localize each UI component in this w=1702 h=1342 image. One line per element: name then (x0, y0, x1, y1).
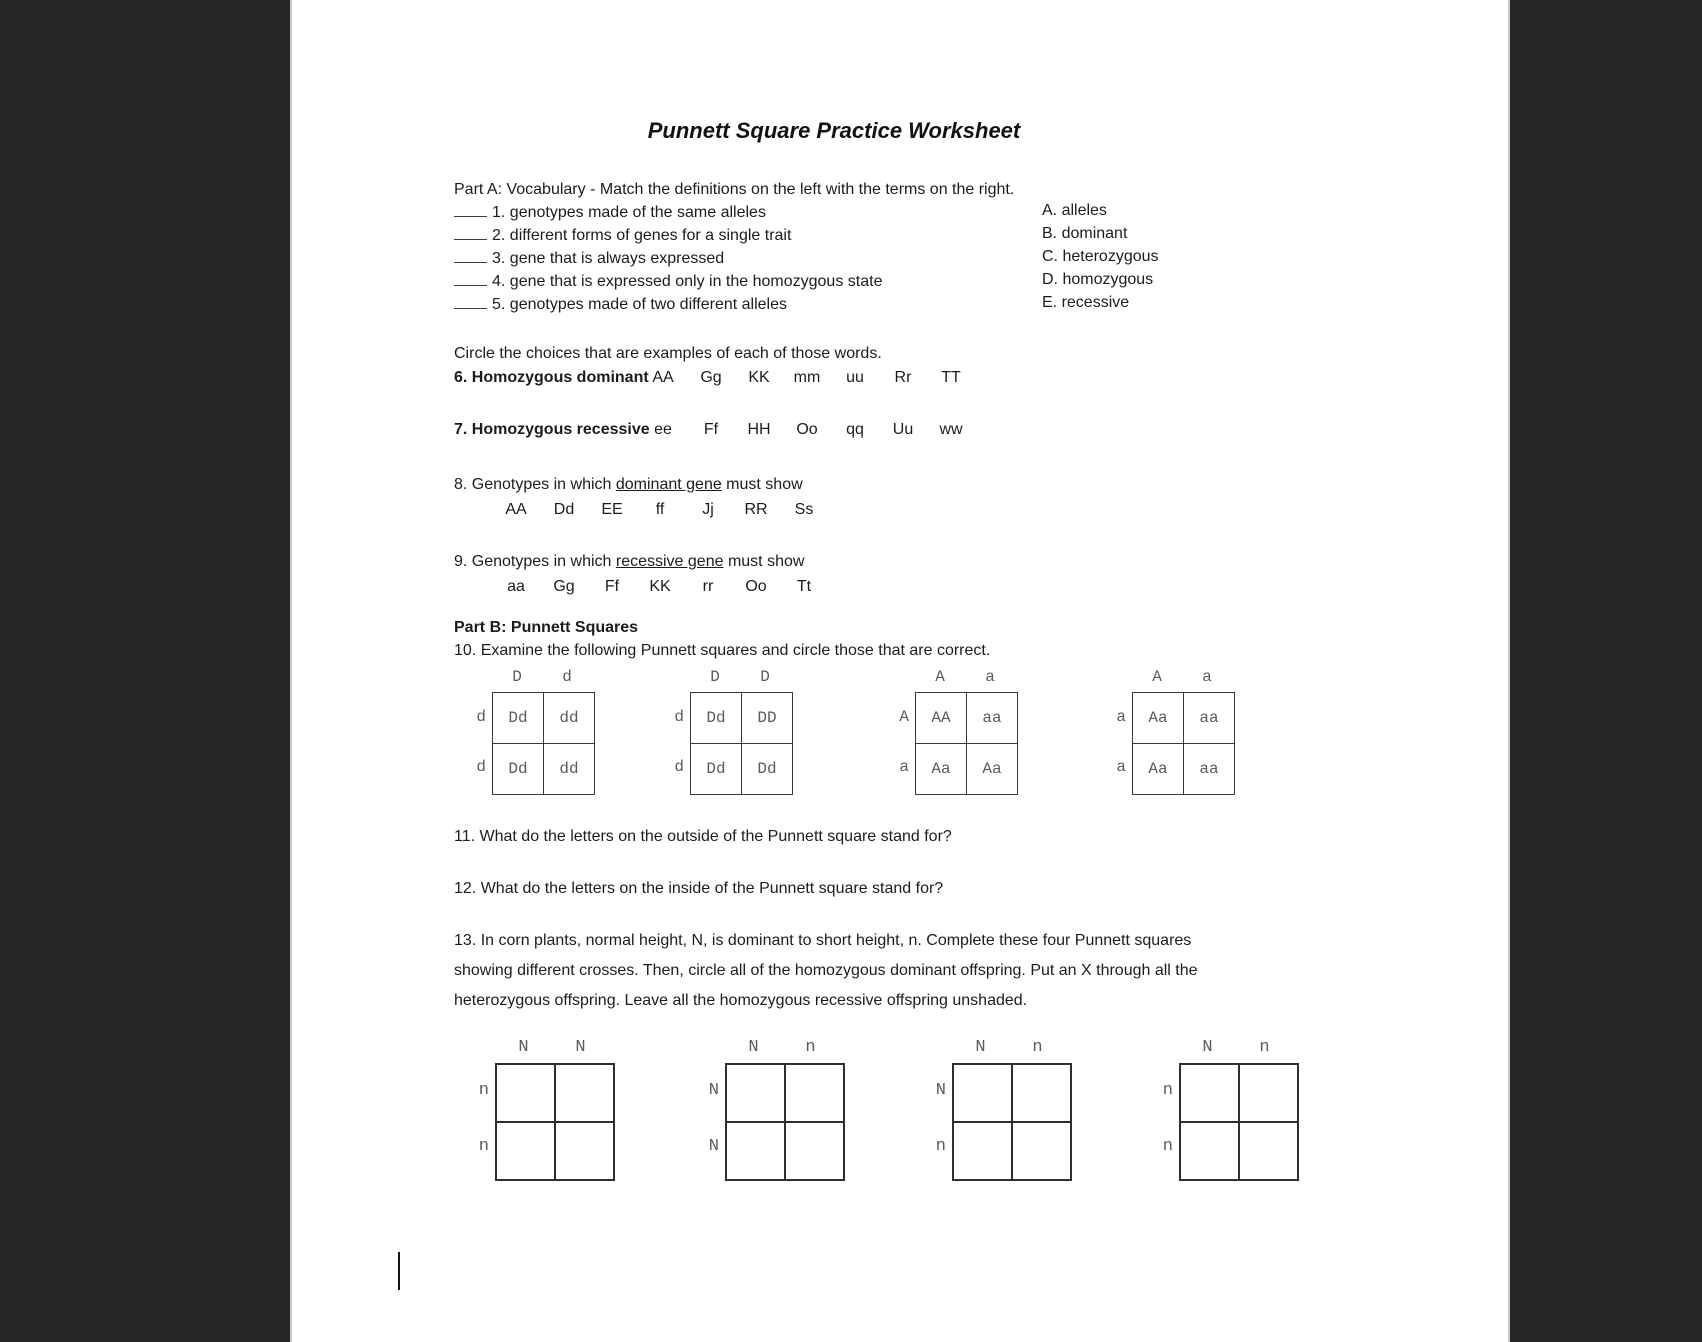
punnett-left-label: n (478, 1137, 489, 1156)
punnett-top-label: n (1032, 1038, 1043, 1057)
punnett-cell: DD (742, 693, 793, 744)
punnett-left-label: N (935, 1081, 946, 1100)
part-b-heading: Part B: Punnett Squares (454, 619, 639, 636)
punnett-grid (1179, 1063, 1299, 1181)
punnett-cell: aa (1184, 744, 1235, 795)
q8-choice: ff (655, 501, 665, 518)
punnett-top-label: N (575, 1038, 586, 1057)
punnett-left-label: d (674, 758, 684, 776)
punnett-top-label: N (975, 1038, 986, 1057)
punnett-top-label: N (518, 1038, 529, 1057)
q9-underlined-words: recessive gene (615, 553, 724, 570)
punnett-top-label: a (1202, 668, 1212, 686)
punnett-top-label: N (1202, 1038, 1213, 1057)
punnett-cell: AA (916, 693, 967, 744)
document-page[interactable] (290, 0, 1510, 1342)
q7-label: 7. Homozygous recessive (454, 421, 650, 438)
answer-blank (454, 271, 487, 286)
q8-choice: AA (505, 501, 527, 518)
q7-choice: qq (846, 421, 864, 438)
match-item-text: 4. gene that is expressed only in the homozygous state (492, 273, 883, 290)
punnett-grid (725, 1063, 845, 1181)
match-row (454, 202, 1107, 222)
punnett-cell-empty[interactable] (953, 1122, 1012, 1180)
answer-blank (454, 202, 487, 217)
punnett-top-labels (915, 668, 1018, 688)
punnett-square-q10-1 (470, 668, 595, 795)
punnett-top-label: D (512, 668, 522, 686)
punnett-grid (915, 692, 1018, 795)
q9-choice: KK (649, 578, 671, 595)
q8-choice: Jj (702, 501, 714, 518)
punnett-left-label: n (1162, 1137, 1173, 1156)
match-row (454, 294, 1130, 314)
q8-label (454, 476, 803, 494)
answer-blank (454, 294, 487, 309)
q7-choice: ee (654, 421, 672, 438)
match-item-text: 3. gene that is always expressed (492, 250, 725, 267)
q8-choice: Ss (794, 501, 814, 518)
punnett-cell-empty[interactable] (1012, 1064, 1071, 1122)
q7-choice: Oo (796, 421, 818, 438)
q9-prefix: 9. Genotypes in which (454, 553, 616, 570)
q8-choice: EE (601, 501, 623, 518)
punnett-top-label: D (710, 668, 720, 686)
text-cursor (398, 1252, 400, 1290)
punnett-cell: Aa (967, 744, 1018, 795)
punnett-cell: dd (544, 693, 595, 744)
punnett-cell: Dd (742, 744, 793, 795)
punnett-top-labels (1132, 668, 1235, 688)
punnett-cell-empty[interactable] (1012, 1122, 1071, 1180)
punnett-left-label: N (708, 1137, 719, 1156)
punnett-cell-empty[interactable] (726, 1122, 785, 1180)
q7-choices (639, 421, 975, 439)
q9-choices (492, 578, 828, 596)
question-11: 11. What do the letters on the outside of the Punnett square stand for? (454, 828, 952, 845)
punnett-top-label: D (760, 668, 770, 686)
punnett-cell-empty[interactable] (1180, 1122, 1239, 1180)
circle-instruction: Circle the choices that are examples of each of those words. (454, 345, 882, 362)
q9-choice: Gg (553, 578, 575, 595)
punnett-cell: Dd (691, 744, 742, 795)
q8-choice: RR (744, 501, 768, 518)
q9-choice: Tt (796, 578, 812, 595)
worksheet-title: Punnett Square Practice Worksheet (647, 118, 1021, 143)
q8-underlined-words: dominant gene (615, 476, 722, 493)
q8-choices (492, 501, 828, 519)
punnett-cell: Aa (1133, 693, 1184, 744)
punnett-top-label: A (1152, 668, 1162, 686)
punnett-cell-empty[interactable] (555, 1122, 614, 1180)
q6-choice: AA (652, 369, 674, 386)
punnett-left-labels (470, 692, 486, 792)
punnett-cell: Dd (493, 693, 544, 744)
q10-instruction: 10. Examine the following Punnett squares and circle those that are correct. (454, 642, 991, 659)
punnett-grid (492, 692, 595, 795)
match-item-text: 2. different forms of genes for a single trait (492, 227, 792, 244)
punnett-grid (690, 692, 793, 795)
punnett-top-label: N (748, 1038, 759, 1057)
punnett-cell-empty[interactable] (1180, 1064, 1239, 1122)
punnett-top-labels (690, 668, 793, 688)
punnett-top-label: n (805, 1038, 816, 1057)
punnett-square-q13-1[interactable] (471, 1038, 615, 1181)
punnett-left-label: d (476, 708, 486, 726)
q7-choice: Ff (703, 421, 719, 438)
punnett-cell-empty[interactable] (953, 1064, 1012, 1122)
punnett-left-label: A (899, 708, 909, 726)
punnett-square-q13-3[interactable] (928, 1038, 1072, 1181)
match-row (454, 271, 1154, 291)
punnett-left-labels (893, 692, 909, 792)
answer-blank (454, 248, 487, 263)
punnett-cell-empty[interactable] (785, 1122, 844, 1180)
punnett-square-q13-4[interactable] (1155, 1038, 1299, 1181)
match-term: D. homozygous (1042, 271, 1154, 288)
q8-prefix: 8. Genotypes in which (454, 476, 616, 493)
punnett-cell-empty[interactable] (555, 1064, 614, 1122)
punnett-square-q10-4 (1110, 668, 1235, 795)
match-item-text: 5. genotypes made of two different alleles (492, 296, 787, 313)
punnett-grid (1132, 692, 1235, 795)
part-a-heading: Part A: Vocabulary - Match the definitions on the left with the terms on the right. (454, 181, 1015, 198)
match-item-text: 1. genotypes made of the same alleles (492, 204, 766, 221)
q7-choice: Uu (892, 421, 914, 438)
punnett-cell: Dd (493, 744, 544, 795)
q9-choice: rr (702, 578, 714, 595)
punnett-left-label: N (708, 1081, 719, 1100)
punnett-cell: Dd (691, 693, 742, 744)
punnett-left-labels (928, 1063, 946, 1175)
punnett-left-label: n (478, 1081, 489, 1100)
q6-choice: Rr (894, 369, 912, 386)
q9-choice: aa (507, 578, 525, 595)
punnett-top-labels (492, 668, 595, 688)
punnett-left-labels (701, 1063, 719, 1175)
punnett-square-q10-2 (668, 668, 793, 795)
punnett-grid (495, 1063, 615, 1181)
punnett-grid (952, 1063, 1072, 1181)
q7-choice: ww (939, 421, 963, 438)
match-term: E. recessive (1042, 294, 1130, 311)
punnett-cell-empty[interactable] (1239, 1064, 1298, 1122)
match-row (454, 248, 1159, 268)
punnett-left-label: n (1162, 1081, 1173, 1100)
punnett-top-label: d (562, 668, 572, 686)
q6-choices (639, 369, 975, 387)
punnett-cell-empty[interactable] (785, 1064, 844, 1122)
punnett-square-q13-2[interactable] (701, 1038, 845, 1181)
punnett-left-label: d (674, 708, 684, 726)
match-term: C. heterozygous (1042, 248, 1159, 265)
punnett-top-label: n (1259, 1038, 1270, 1057)
punnett-top-label: a (985, 668, 995, 686)
punnett-left-label: a (1116, 758, 1126, 776)
question-13-line2: showing different crosses. Then, circle all of the homozygous dominant offspring. Put an X through all the (454, 962, 1198, 979)
question-13-line1: 13. In corn plants, normal height, N, is dominant to short height, n. Complete these four Punnett squares (454, 932, 1192, 949)
answer-blank (454, 225, 487, 240)
punnett-top-labels (725, 1038, 845, 1059)
match-term: B. dominant (1042, 225, 1128, 242)
question-12: 12. What do the letters on the inside of the Punnett square stand for? (454, 880, 944, 897)
question-13-line3: heterozygous offspring. Leave all the homozygous recessive offspring unshaded. (454, 992, 1028, 1009)
punnett-left-label: a (899, 758, 909, 776)
punnett-cell-empty[interactable] (1239, 1122, 1298, 1180)
punnett-cell: dd (544, 744, 595, 795)
punnett-cell: Aa (916, 744, 967, 795)
match-term: A. alleles (1042, 202, 1107, 219)
q9-label (454, 553, 804, 571)
match-row (454, 225, 1128, 245)
q9-choice: Oo (745, 578, 767, 595)
punnett-cell-empty[interactable] (496, 1122, 555, 1180)
punnett-left-labels (1155, 1063, 1173, 1175)
q7-choice: HH (747, 421, 771, 438)
q6-label: 6. Homozygous dominant (454, 369, 649, 386)
punnett-left-label: a (1116, 708, 1126, 726)
punnett-top-labels (495, 1038, 615, 1059)
q8-choice: Dd (553, 501, 575, 518)
punnett-left-labels (668, 692, 684, 792)
q6-choice: Gg (700, 369, 722, 386)
punnett-left-label: d (476, 758, 486, 776)
punnett-cell-empty[interactable] (496, 1064, 555, 1122)
punnett-cell: aa (967, 693, 1018, 744)
q6-choice: KK (748, 369, 770, 386)
punnett-cell: Aa (1133, 744, 1184, 795)
punnett-top-labels (1179, 1038, 1299, 1059)
punnett-square-q10-3 (893, 668, 1018, 795)
punnett-top-labels (952, 1038, 1072, 1059)
punnett-left-labels (1110, 692, 1126, 792)
punnett-cell-empty[interactable] (726, 1064, 785, 1122)
punnett-cell: aa (1184, 693, 1235, 744)
q8-suffix: must show (721, 476, 803, 493)
punnett-top-label: A (935, 668, 945, 686)
punnett-left-label: n (935, 1137, 946, 1156)
q6-choice: mm (793, 369, 821, 386)
q9-suffix: must show (723, 553, 805, 570)
punnett-left-labels (471, 1063, 489, 1175)
q9-choice: Ff (604, 578, 620, 595)
q6-choice: TT (941, 369, 961, 386)
q6-choice: uu (846, 369, 864, 386)
